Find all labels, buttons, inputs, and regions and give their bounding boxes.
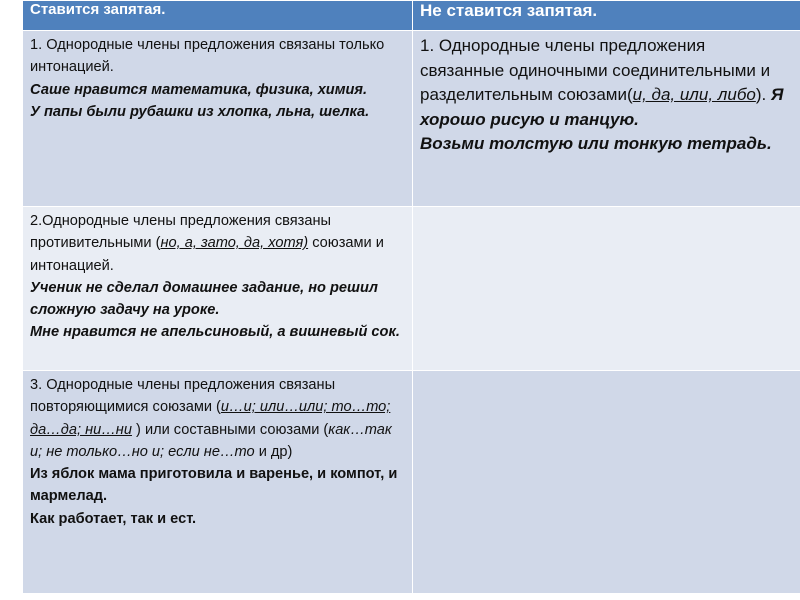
rules-table-container	[22, 0, 800, 600]
example-sentence: У папы были рубашки из хлопка, льна, шелка.	[30, 103, 370, 120]
cell-rule-3-comma	[23, 371, 413, 594]
table-header-row	[23, 1, 800, 31]
example-sentence: Как работает, так и ест.	[30, 510, 197, 527]
rule-text-start: 2.Однородные члены предложения связаны противительными (	[30, 213, 332, 252]
rule-text-end: и др)	[254, 443, 293, 460]
rule-text-start: 3. Однородные члены предложения связаны повторяющимися союзами (	[30, 377, 336, 416]
conjunction-list: но, а, зато, да, хотя)	[160, 235, 309, 252]
conjunction-list: и…и; или…или; то…то; да…да; ни…ни	[30, 399, 391, 438]
cell-empty	[413, 207, 800, 371]
example-sentence: Из яблок мама приготовила и варенье, и компот, и мармелад.	[30, 466, 398, 505]
rule-text	[420, 34, 794, 132]
rule-text: 1. Однородные члены предложения связаны только интонацией.	[30, 37, 385, 76]
cell-rule-1-no-comma	[413, 31, 800, 207]
comma-rules-table	[22, 0, 800, 594]
rule-text-end: ).	[755, 85, 767, 104]
rule-text-start: 1. Однородные члены предложения связанные одиночными соединительными и разделительным союзами(	[420, 36, 771, 104]
example-sentence: Я хорошо рисую и танцую.	[420, 85, 784, 129]
rule-text-end: союзами и интонацией.	[30, 235, 384, 274]
example-sentence: Возьми толстую или тонкую тетрадь.	[420, 134, 772, 153]
table-row	[23, 371, 800, 594]
header-comma-not-placed: Не ставится запятая.	[413, 1, 800, 31]
cell-rule-2-comma	[23, 207, 413, 371]
example-sentence: Мне нравится не апельсиновый, а вишневый сок.	[30, 324, 400, 341]
table-row	[23, 31, 800, 207]
rule-text	[30, 210, 406, 277]
example-sentence: Саше нравится математика, физика, химия.	[30, 81, 368, 98]
conjunction-list: и, да, или, либо	[632, 85, 756, 104]
header-comma-placed: Ставится запятая.	[23, 1, 413, 31]
rule-text	[30, 374, 406, 463]
cell-rule-1-comma	[23, 31, 413, 207]
cell-empty	[413, 371, 800, 594]
table-row	[23, 207, 800, 371]
example-sentence: Ученик не сделал домашнее задание, но решил сложную задачу на уроке.	[30, 279, 378, 319]
compound-conjunction-list: как…так и; не только…но и; если не…то	[30, 421, 392, 460]
rule-text-mid: ) или составными союзами (	[131, 421, 329, 438]
